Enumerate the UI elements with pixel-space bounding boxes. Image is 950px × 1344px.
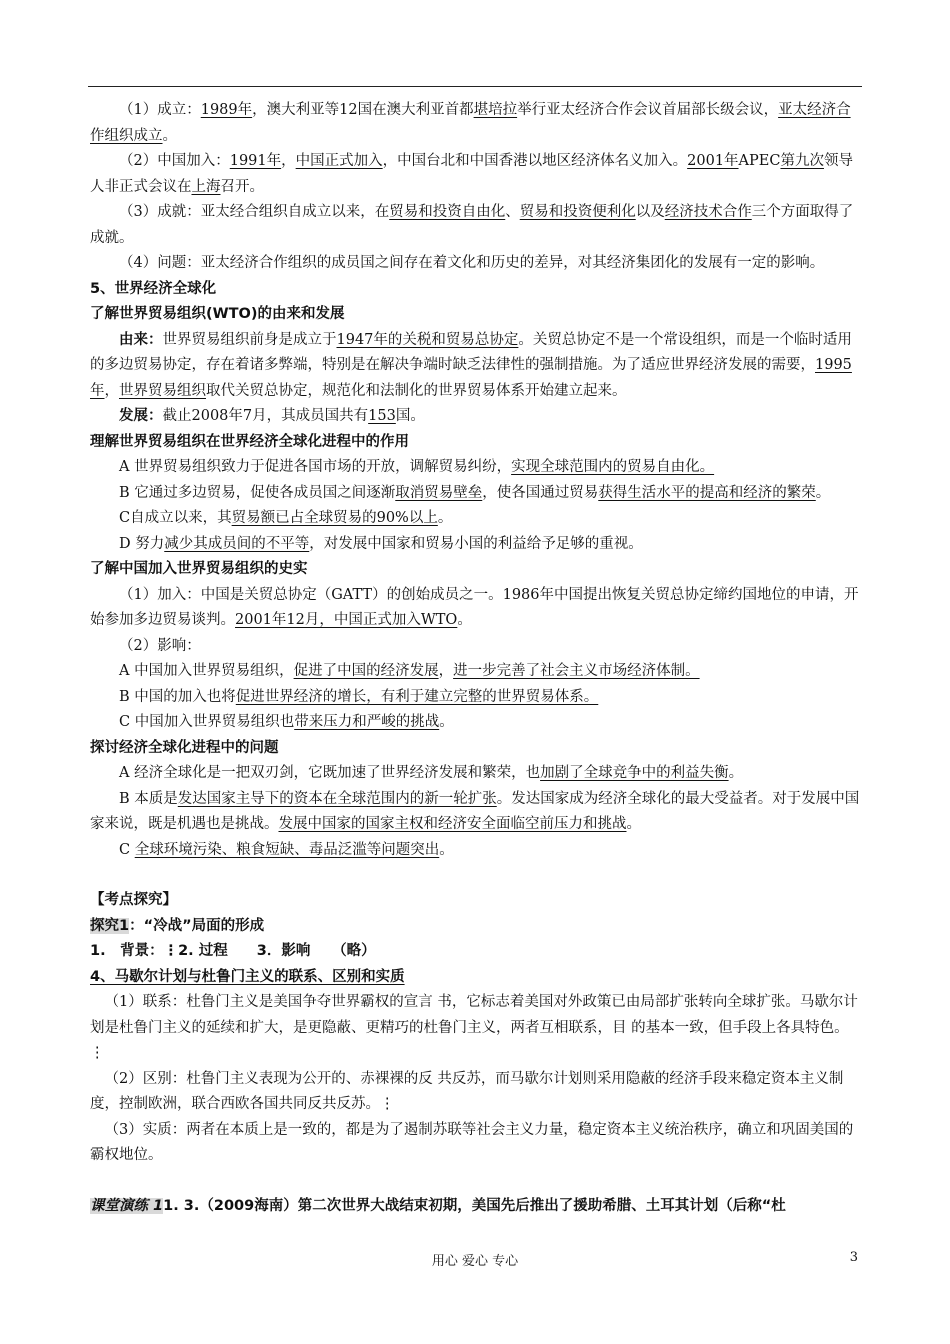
marshall-connection: （1）联系：杜鲁门主义是美国争夺世界霸权的宣言 书，它标志着美国对外政策已由局部扩张转向全球扩张。马歇尔计划是杜鲁门主义的延续和扩大，是更隐蔽、更精巧的杜鲁门主义，两者互相联系，目 的基本一致，但手段上各具特色。⋮ xyxy=(90,994,858,1061)
practice-line: 课堂演练 11. 3.（2009海南）第二次世界大战结束初期，美国先后推出了援助希腊、土耳其计划（后称“杜 xyxy=(90,1197,786,1214)
problem-a: A 经济全球化是一把双刃剑，它既加速了世界经济发展和繁荣，也加剧了全球竞争中的利益失衡。 xyxy=(119,765,744,781)
wto-development: 发展：截止2008年7月，其成员国共有153国。 xyxy=(119,408,425,424)
page-body xyxy=(90,98,862,1219)
heading-wto-origin: 了解世界贸易组织(WTO)的由来和发展 xyxy=(90,306,345,322)
page-number: 3 xyxy=(849,1250,858,1265)
heading-globalization-problems: 探讨经济全球化进程中的问题 xyxy=(90,739,279,756)
explore-topic-1: 探究1：“冷战”局面的形成 xyxy=(90,917,265,934)
problem-b: B 本质是发达国家主导下的资本在全球范围内的新一轮扩张。发达国家成为经济全球化的最大受益者。对于发展中国家来说，既是机遇也是挑战。发展中国家的国家主权和经济安全面临空前压力和挑战。 xyxy=(90,790,860,832)
explore-topic-1-items: 1. 背景：⋮2. 过程 3．影响 （略） xyxy=(90,943,376,959)
explore-title: 【考点探究】 xyxy=(90,892,177,908)
problem-c: C 全球环境污染、粮食短缺、毒品泛滥等问题突出。 xyxy=(119,841,454,858)
role-d: D 努力减少其成员间的不平等，对发展中国家和贸易小国的利益给予足够的重视。 xyxy=(119,535,643,552)
role-a: A 世界贸易组织致力于促进各国市场的开放，调解贸易纠纷，实现全球范围内的贸易自由化。 xyxy=(119,459,715,475)
role-b: B 它通过多边贸易，促使各成员国之间逐渐取消贸易壁垒，使各国通过贸易获得生活水平的提高和经济的繁荣。 xyxy=(119,484,831,501)
apec-problems: （4）问题：亚太经济合作组织的成员国之间存在着文化和历史的差异，对其经济集团化的发展有一定的影响。 xyxy=(119,255,825,271)
china-join: （1）加入：中国是关贸总协定（GATT）的创始成员之一。1986年中国提出恢复关贸总协定缔约国地位的申请，开始参加多边贸易谈判。2001年12月，中国正式加入WTO。 xyxy=(90,586,859,628)
apec-founding: （1）成立：1989年，澳大利亚等12国在澳大利亚首都堪培拉举行亚太经济合作会议首届部长级会议，亚太经济合作组织成立。 xyxy=(90,102,851,144)
china-impact-label: （2）影响： xyxy=(119,637,201,654)
heading-wto-role: 理解世界贸易组织在世界经济全球化进程中的作用 xyxy=(90,433,409,450)
impact-c: C 中国加入世界贸易组织也带来压力和严峻的挑战。 xyxy=(119,714,454,730)
footer-slogan: 用心 爱心 专心 xyxy=(431,1254,519,1269)
marshall-difference: （2）区别：杜鲁门主义表现为公开的、赤裸裸的反 共反苏，而马歇尔计划则采用隐蔽的经济手段来稳定资本主义制度，控制欧洲，联合西欧各国共同反共反苏。⋮ xyxy=(90,1070,844,1112)
impact-b: B 中国的加入也将促进世界经济的增长，有利于建立完整的世界贸易体系。 xyxy=(119,688,599,705)
apec-china-join: （2）中国加入：1991年，中国正式加入，中国台北和中国香港以地区经济体名义加入。2001年APEC第九次领导人非正式会议在上海召开。 xyxy=(90,153,853,195)
explore-topic-4: 4、马歇尔计划与杜鲁门主义的联系、区别和实质 xyxy=(90,968,405,985)
wto-origin: 由来：世界贸易组织前身是成立于1947年的关税和贸易总协定。关贸总协定不是一个常设组织，而是一个临时适用的多边贸易协定，存在着诸多弊端，特别是在解决争端时缺乏法律性的强制措施。为了适应世界经济发展的需要，1995年，世界贸易组织取代关贸总协定，规范化和法制化的世界贸易体系开始建立起来。 xyxy=(90,331,852,399)
marshall-essence: （3）实质：两者在本质上是一致的，都是为了遏制苏联等社会主义力量，稳定资本主义统治秩序，确立和巩固美国的霸权地位。 xyxy=(90,1121,854,1163)
role-c: C自成立以来，其贸易额已占全球贸易的90%以上。 xyxy=(119,510,453,526)
impact-a: A 中国加入世界贸易组织，促进了中国的经济发展，进一步完善了社会主义市场经济体制。 xyxy=(119,663,700,679)
apec-achievements: （3）成就：亚太经合组织自成立以来，在贸易和投资自由化、贸易和投资便利化以及经济技术合作三个方面取得了成就。 xyxy=(90,204,854,246)
heading-china-wto: 了解中国加入世界贸易组织的史实 xyxy=(90,561,308,577)
header-rule xyxy=(88,86,862,87)
section-title: 5、世界经济全球化 xyxy=(90,280,217,297)
